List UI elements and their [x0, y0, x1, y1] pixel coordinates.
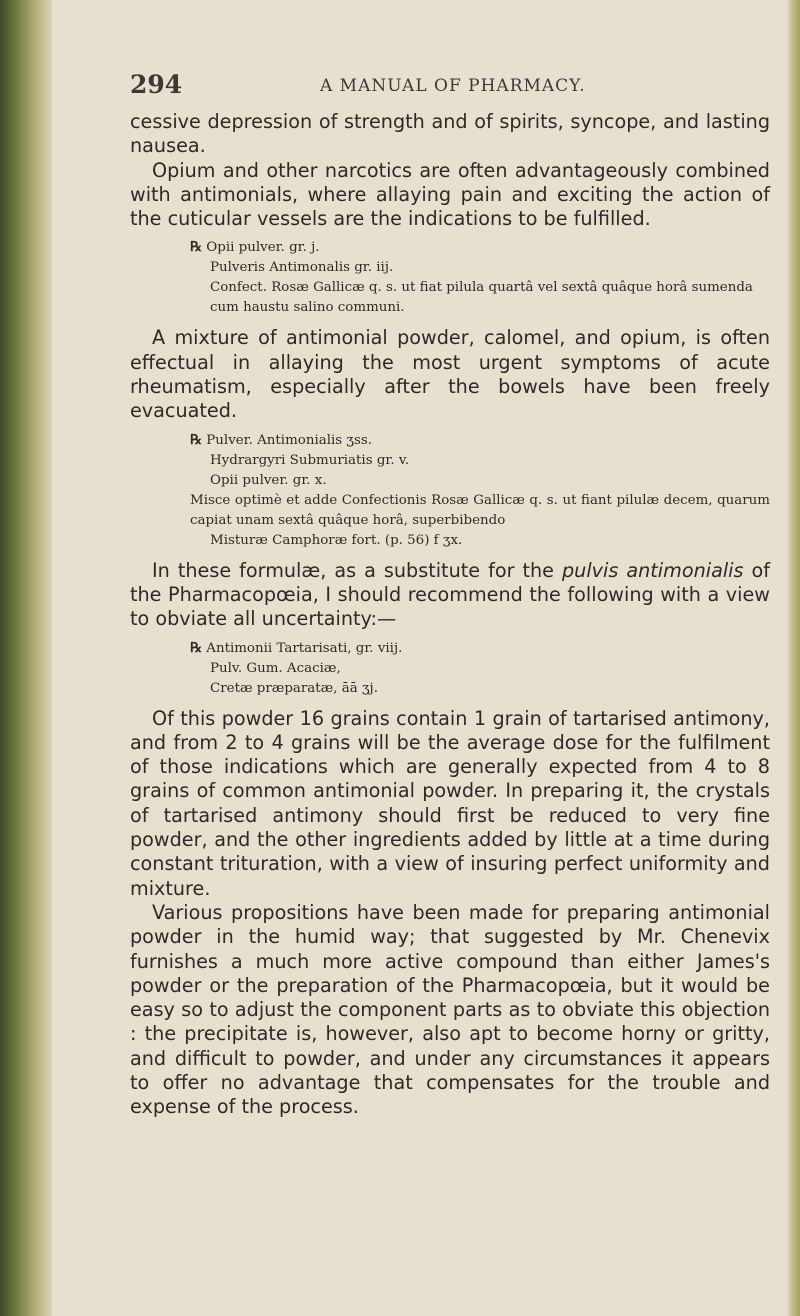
page-edge: [786, 0, 800, 1316]
rx3-line-1: ℞ Antimonii Tartarisati, gr. viij.: [190, 639, 403, 656]
paragraph-2: Opium and other narcotics are often advantageously combined with antimonials, where allaying pain and exciting the action of the cuticular vessels are the indications to be fulfilled.: [130, 158, 770, 231]
paragraph-1: cessive depression of strength and of spirits, syncope, and lasting nausea.: [130, 110, 770, 158]
page-header: [130, 70, 770, 110]
rx1-line-3: Confect. Rosæ Gallicæ q. s. ut fiat pilula quartâ vel sextâ quâque horâ sumenda cum haustu salino communi.: [210, 280, 753, 316]
italic-term: pulvis antimonialis: [562, 558, 744, 582]
rx1-line-2: Pulveris Antimonalis gr. iij.: [210, 260, 394, 276]
book-page: [130, 70, 770, 1120]
prescription-2: [190, 430, 770, 551]
rx2-line-1: ℞ Pulver. Antimonialis ʒss.: [190, 431, 372, 448]
rx2-line-5: Misturæ Camphoræ fort. (p. 56) f ʒx.: [210, 532, 463, 548]
rx2-line-3: Opii pulver. gr. x.: [210, 472, 327, 488]
prescription-3: [190, 638, 770, 699]
rx2-line-4: Misce optimè et adde Confectionis Rosæ Gallicæ q. s. ut fiant pilulæ decem, quarum capiat unam sextâ quâque horâ, superbibendo: [190, 492, 770, 528]
rx1-line-1: ℞ Opii pulver. gr. j.: [190, 239, 320, 256]
running-head: A MANUAL OF PHARMACY.: [320, 76, 586, 96]
rx3-line-2: Pulv. Gum. Acaciæ,: [210, 660, 341, 676]
prescription-1: [190, 237, 770, 318]
paragraph-3: A mixture of antimonial powder, calomel, and opium, is often effectual in allaying the most urgent symptoms of acute rheumatism, especially after the bowels have been freely evacuated.: [130, 326, 770, 423]
page-number: 294: [130, 70, 183, 99]
paragraph-4: In these formulæ, as a substitute for the pulvis antimonialis of the Pharmacopœia, I should recommend the following with a view to obviate all uncertainty:—: [130, 558, 770, 631]
rx2-line-2: Hydrargyri Submuriatis gr. v.: [210, 452, 410, 468]
binding-gutter: [0, 0, 52, 1316]
rx3-line-3: Cretæ præparatæ, āā ʒj.: [210, 680, 378, 696]
paragraph-5: Of this powder 16 grains contain 1 grain of tartarised antimony, and from 2 to 4 grains will be the average dose for the fulfilment of those indications which are generally expected from 4 to 8 grains of common antimonial powder. In preparing it, the crystals of tartarised antimony should first be reduced to very fine powder, and the other ingredients added by little at a time during constant trituration, with a view of insuring perfect uniformity and mixture.: [130, 706, 770, 900]
paragraph-6: Various propositions have been made for preparing antimonial powder in the humid way; that suggested by Mr. Chenevix furnishes a much more active compound than either James's powder or the preparation of the Pharmacopœia, but it would be easy so to adjust the component parts as to obviate this objection : the precipitate is, however, also apt to become horny or gritty, and difficult to powder, and under any circumstances it appears to offer no advantage that compensates for the trouble and expense of the process.: [130, 900, 770, 1119]
